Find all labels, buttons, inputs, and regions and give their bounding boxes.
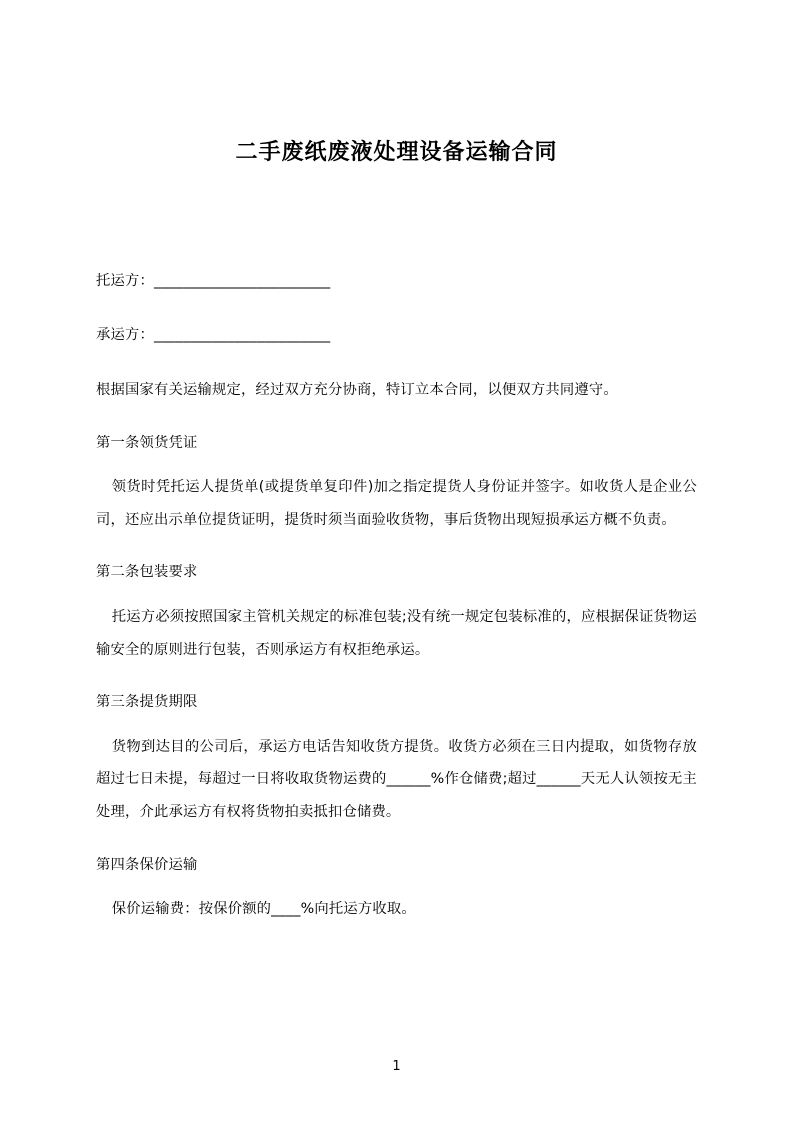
clause-3-heading: 第三条提货期限 — [96, 694, 198, 711]
clause-1-body: 领货时凭托运人提货单(或提货单复印件)加之指定提货人身份证并签字。如收货人是企业公司，还应出示单位提货证明，提货时须当面验收货物，事后货物出现短损承运方概不负责。 — [96, 479, 697, 528]
clause-3-body: 货物到达目的公司后，承运方电话告知收货方提货。收货方必须在三日内提取，如货物存放超过七日未提，每超过一日将收取货物运费的______%作仓储费;超过______天无人认领按无主处理，介此承运方有权将货物拍卖抵扣仓储费。 — [96, 738, 697, 820]
clause-4-body: 保价运输费：按保价额的____%向托运方收取。 — [111, 901, 416, 918]
field-consignor: 托运方：________________________ — [96, 272, 331, 289]
page-title: 二手废纸废液处理设备运输合同 — [235, 140, 558, 165]
clause-4-heading: 第四条保价运输 — [96, 856, 198, 873]
page-number: 1 — [392, 1059, 401, 1074]
paragraph-preamble: 根据国家有关运输规定，经过双方充分协商，特订立本合同，以便双方共同遵守。 — [96, 381, 618, 398]
clause-2-heading: 第二条包装要求 — [96, 564, 198, 581]
clause-2-body: 托运方必须按照国家主管机关规定的标准包装;没有统一规定包装标准的，应根据保证货物运输安全的原则进行包装，否则承运方有权拒绝承运。 — [96, 608, 697, 658]
clause-1-heading: 第一条领货凭证 — [96, 434, 198, 451]
document-body — [96, 265, 697, 926]
field-carrier: 承运方：________________________ — [96, 327, 331, 344]
